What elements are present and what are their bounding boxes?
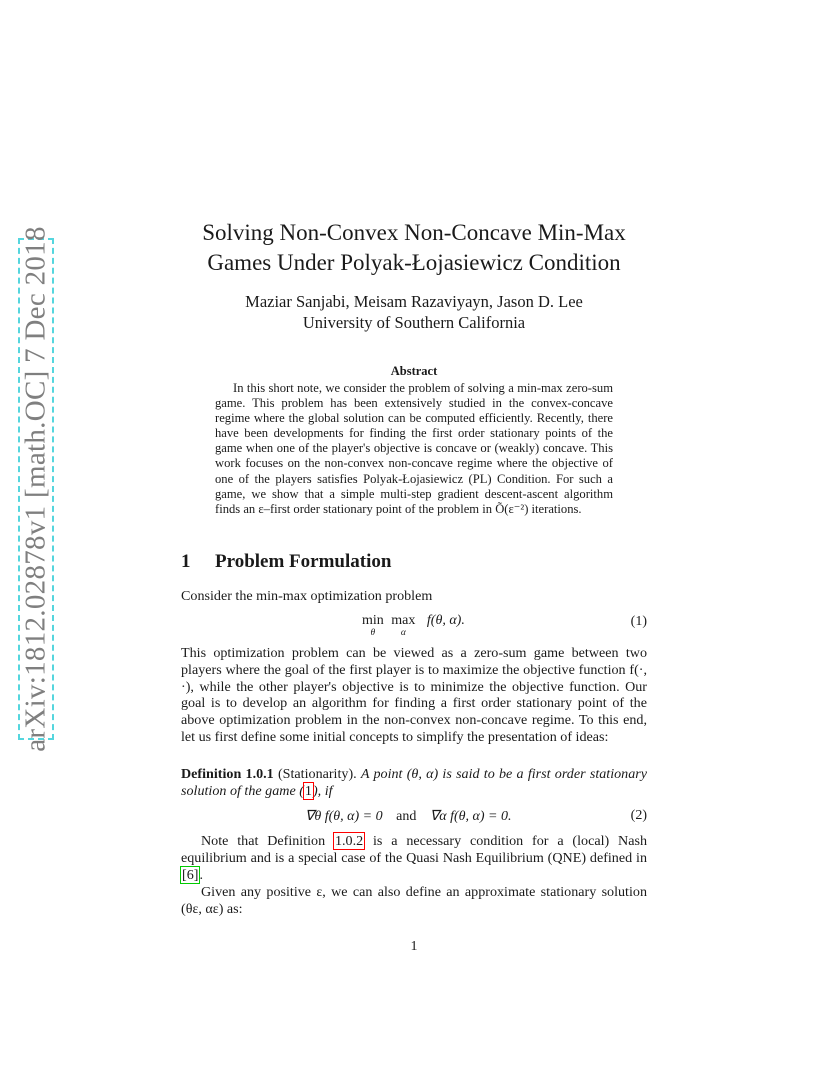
arxiv-stamp-label: arXiv:1812.02878v1 [math.OC] 7 Dec 2018 xyxy=(19,226,52,752)
title-line-1: Solving Non-Convex Non-Concave Min-Max xyxy=(202,220,626,245)
abstract-end: iterations. xyxy=(528,501,582,516)
definition-text-end: ), if xyxy=(312,782,333,799)
abstract-text xyxy=(215,381,613,517)
page-number: 1 xyxy=(410,939,418,954)
equation-1-expr: f(θ, α). xyxy=(426,613,465,628)
definition-text: A point (θ, α) is said to be a first order stationary solution of the game ( xyxy=(181,766,647,799)
section-heading xyxy=(181,551,391,573)
author-names: Maziar Sanjabi, Meisam Razaviyayn, Jason D. Lee xyxy=(245,292,583,311)
para-intro: Consider the min-max optimization problem xyxy=(181,588,433,604)
author-block xyxy=(150,291,678,333)
equation-2-and: and xyxy=(396,809,417,824)
min-operator: min θ xyxy=(362,613,384,638)
equation-2-number: (2) xyxy=(630,808,647,823)
equation-2 xyxy=(181,808,647,828)
section-title: Problem Formulation xyxy=(215,551,392,572)
definition-1-0-1 xyxy=(181,766,647,800)
abstract-body: In this short note, we consider the problem of solving a min-max zero-sum game. This problem has been extensively studied in the convex-concave regime where the global solution can be computed efficiently. Recently, there have been developments for finding the first order stationary points of the game when one of the player's objective is concave or (weakly) concave. This work focuses on the non-convex non-concave regime where the objective of one of the players satisfies Polyak-Łojasiewicz (PL) Condition. For such a game, we show that a simple multi-step gradient descent-ascent algorithm finds an ε–first order stationary point of the problem in xyxy=(215,381,613,516)
equation-1-body xyxy=(362,614,465,640)
para-given: Given any positive ε, we can also define an approximate stationary solution (θε, αε) as: xyxy=(181,884,647,917)
citation-link[interactable]: [6] xyxy=(182,866,199,883)
equation-1 xyxy=(181,614,647,644)
title-line-2: Games Under Polyak-Łojasiewicz Condition xyxy=(207,250,621,275)
equation-2-rhs: ∇α f(θ, α) = 0. xyxy=(429,809,512,824)
equation-2-lhs: ∇θ f(θ, α) = 0 xyxy=(305,809,383,824)
abstract-heading: Abstract xyxy=(390,364,438,378)
section-number: 1 xyxy=(181,551,191,572)
equation-2-body xyxy=(305,808,511,825)
paper-title xyxy=(150,218,678,278)
equation-1-number: (1) xyxy=(630,614,647,629)
definition-label: Definition 1.0.1 xyxy=(181,766,274,782)
para-game: This optimization problem can be viewed as a zero-sum game between two players where the goal of the first player is to maximize the objective function f(·, ·), while the other player's objective is to minimize the objective function. Our goal is to develop an algorithm for finding a first order stationary point of the above optimization problem in the non-convex non-concave regime. To this end, let us first define some initial concepts to simplify the presentation of ideas: xyxy=(181,645,647,745)
equation-ref-link[interactable]: 1 xyxy=(304,782,312,799)
abstract-complexity: Õ(ε⁻²) xyxy=(495,501,529,516)
definition-name: (Stationarity). xyxy=(277,766,357,782)
para-note: Note that Definition 1.0.2 is a necessary condition for a (local) Nash equilibrium and is a special case of the Quasi Nash Equilibrium (QNE) defined in [6]. xyxy=(181,833,647,883)
arxiv-stamp xyxy=(18,226,54,752)
definition-ref-link[interactable]: 1.0.2 xyxy=(334,833,364,849)
affiliation: University of Southern California xyxy=(302,313,526,332)
max-operator: max α xyxy=(391,613,416,638)
